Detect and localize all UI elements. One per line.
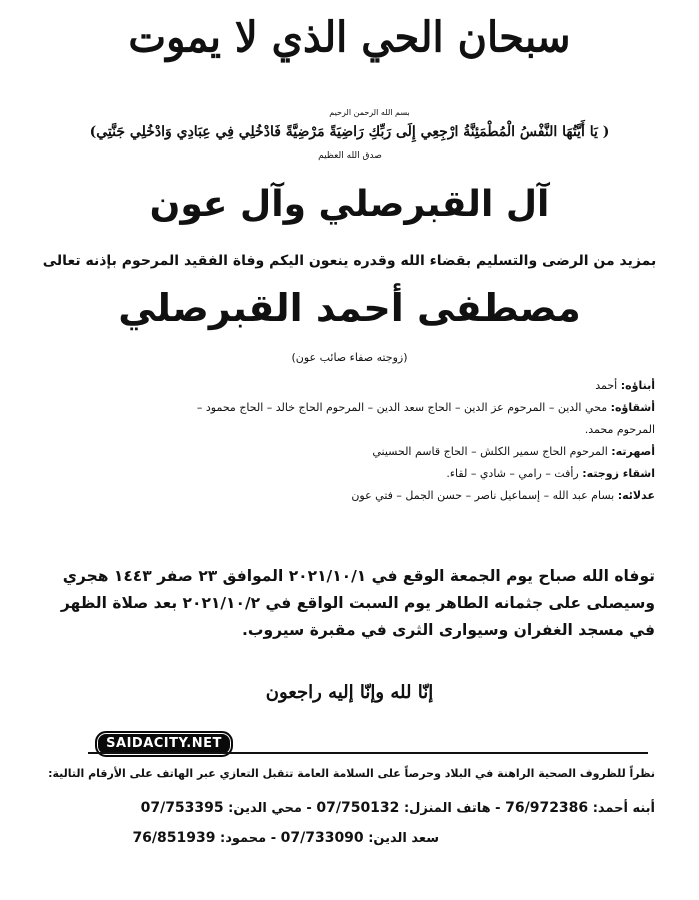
muhieddine-phone-label: - محي الدين: xyxy=(228,801,312,816)
sons-row xyxy=(35,375,655,397)
wife-siblings-row xyxy=(35,463,655,485)
calligraphy-header: سبحان الحي الذي لا يموت xyxy=(128,12,571,63)
sadaq-text: صدق الله العظيم xyxy=(318,151,382,161)
basmala: بسم الله الرحمن الرحيم xyxy=(329,108,410,117)
wife-relatives-label: عدلائه: xyxy=(617,489,655,502)
son-phone-number: 76/972386 xyxy=(505,800,589,816)
brothers-value-continued: المرحوم محمد. xyxy=(584,423,655,436)
saidacity-watermark: SAIDACITY.NET xyxy=(95,731,233,757)
brothers-value: محي الدين – المرحوم عز الدين – الحاج سعد الدين – المرحوم الحاج خالد – الحاج محمود – xyxy=(196,401,608,414)
brothers-row-continued xyxy=(35,419,655,441)
mahmoud-phone-label: - محمود: xyxy=(220,831,277,846)
wife-siblings-value: رأفت – رامي – شادي – لقاء. xyxy=(446,467,579,480)
wife-siblings-label: اشقاء زوجته: xyxy=(582,467,655,480)
son-phone-label: أبنه أحمد: xyxy=(592,801,655,816)
quran-verse: ( يَا أَيَّتُهَا النَّفْسُ الْمُطْمَئِنَّةُ ارْجِعِي إِلَى رَبِّكِ رَاضِيَةً مَرْضِيَّةً فَادْخُلِي فِي عِبَادِي وَادْخُلِي جَنَّتِي) xyxy=(89,124,610,140)
deceased-name: مصطفى أحمد القبرصلي xyxy=(118,286,581,330)
condolence-notice: نظراً للظروف الصحية الراهنة في البلاد وحرصاً على السلامة العامة تتقبل التعازي عبر الهاتف على الأرقام التالية: xyxy=(48,767,655,780)
inlaws-label: أصهرته: xyxy=(611,445,655,458)
saad-phone-number: 07/733090 xyxy=(280,830,364,846)
home-phone-label: - هاتف المنزل: xyxy=(403,801,501,816)
sons-value: أحمد xyxy=(595,379,618,392)
brothers-label: أشقاؤه: xyxy=(610,401,655,414)
wife-note: (زوجته صفاء صائب عون) xyxy=(291,351,408,364)
sons-label: أبناؤه: xyxy=(620,379,655,392)
closing-phrase: إنّا لله وإنّا إليه راجعون xyxy=(265,682,434,703)
muhieddine-phone-number: 07/753395 xyxy=(140,800,224,816)
wife-relatives-row xyxy=(35,485,655,507)
relatives-list xyxy=(35,375,655,507)
phone-line-1 xyxy=(35,796,655,821)
prayer-line: وسيصلى على جثمانه الطاهر يوم السبت الواقع في ٢٠٢١/١٠/٢ بعد صلاة الظهر xyxy=(60,594,655,612)
wife-relatives-value: بسام عبد الله – إسماعيل ناصر – حسن الجمل – فتي عون xyxy=(351,489,615,502)
mahmoud-phone-number: 76/851939 xyxy=(132,830,216,846)
announcement: بمزيد من الرضى والتسليم بقضاء الله وقدره ينعون اليكم وفاة الفقيد المرحوم بإذنه تعالى xyxy=(42,253,657,269)
phone-line-2 xyxy=(0,826,439,851)
divider-line xyxy=(88,752,648,754)
home-phone-number: 07/750132 xyxy=(316,800,400,816)
brothers-row xyxy=(35,397,655,419)
inlaws-row xyxy=(35,441,655,463)
burial-line: في مسجد الغفران وسيوارى الثرى في مقبرة سيروب. xyxy=(241,621,655,639)
inlaws-value: المرحوم الحاج سمير الكلش – الحاج قاسم الحسيني xyxy=(372,445,608,458)
family-title: آل القبرصلي وآل عون xyxy=(149,184,550,225)
saad-phone-label: سعد الدين: xyxy=(368,831,439,846)
death-date-line: توفاه الله صباح يوم الجمعة الوقع في ٢٠٢١/١٠/١ الموافق ٢٣ صفر ١٤٤٣ هجري xyxy=(62,567,655,585)
funeral-details xyxy=(35,563,655,644)
